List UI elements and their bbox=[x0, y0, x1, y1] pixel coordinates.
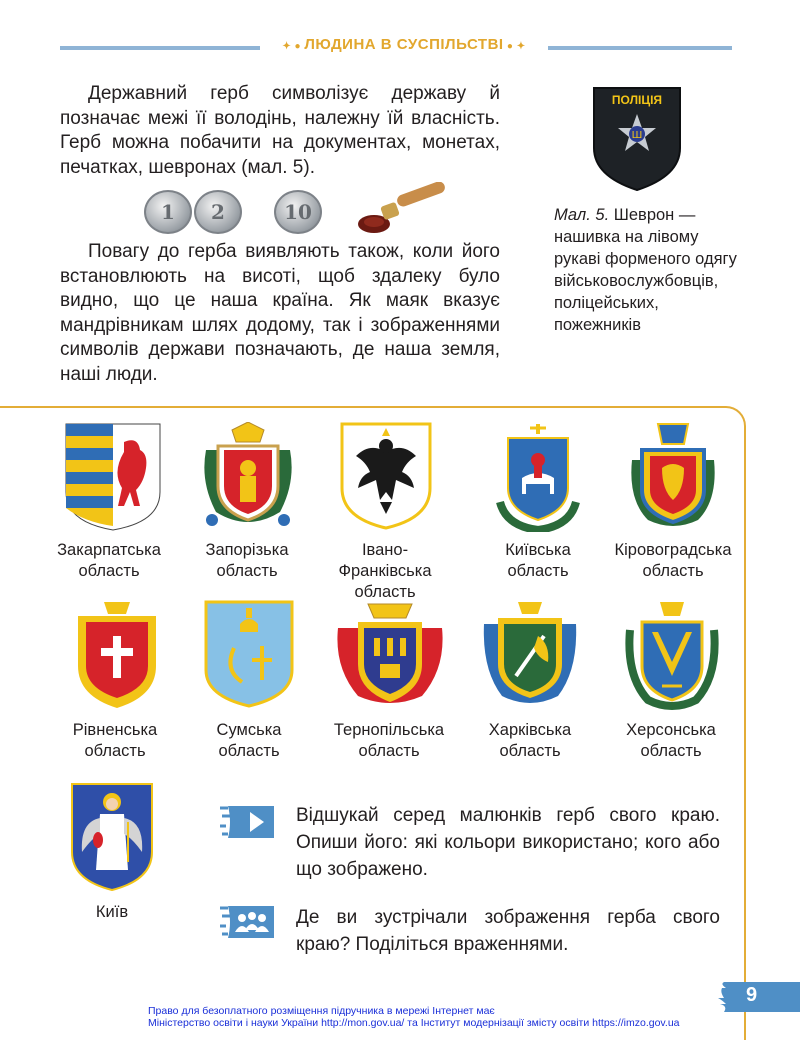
coat-of-arms-kherson bbox=[624, 600, 720, 712]
coat-of-arms-kyiv-city bbox=[70, 782, 154, 892]
region-name: Сумська область bbox=[216, 721, 282, 760]
rights-notice: Право для безоплатного розміщення підручника в мережі Інтернет має Міністерство освіти і науки України http://mon.gov.ua/ та Інститут модернізації змісту освіти https://imzo.gov.ua bbox=[148, 1005, 680, 1029]
ternopil-arms-icon bbox=[334, 598, 446, 710]
svg-text:Ш: Ш bbox=[631, 130, 643, 141]
region-name: Тернопільська область bbox=[333, 721, 445, 760]
coat-of-arms-sumy bbox=[204, 600, 294, 708]
region-name: Запорізька область bbox=[205, 541, 289, 580]
coat-of-arms-ivano-frankivsk bbox=[340, 422, 432, 530]
task-1-text: Відшукай серед малюнків герб свого краю. Опиши його: які кольори використано; кого або що зображено. bbox=[296, 805, 720, 880]
kharkiv-arms-icon bbox=[482, 600, 578, 710]
figure-caption: Мал. 5. Шеврон — нашивка на лівому рукаві форменого одягу військовослужбовців, поліцейських, пожежників bbox=[554, 206, 737, 334]
region-name: Кіровоградська область bbox=[614, 541, 732, 580]
paragraph-1: Державний герб символізує державу й позначає межі її володінь, належну їй власність. Герб можна побачити на документах, монетах, печатках, шевронах (мал. 5). bbox=[60, 83, 500, 178]
ornament-icon: ● ✦ bbox=[503, 41, 526, 52]
coat-of-arms-kyiv-oblast bbox=[496, 422, 580, 532]
region-name: Київ bbox=[95, 903, 129, 921]
region-name: Закарпатська область bbox=[57, 541, 161, 580]
page-number-badge bbox=[718, 982, 800, 1012]
header-rule-left bbox=[60, 46, 260, 50]
kyiv-city-arms-icon bbox=[70, 782, 154, 892]
coin-icon: 2 bbox=[194, 190, 242, 234]
page-number: 9 bbox=[746, 984, 758, 1006]
task-2-text: Де ви зустрічали зображення герба свого краю? Поділіться враженнями. bbox=[296, 907, 720, 955]
coat-of-arms-kirovohrad bbox=[628, 420, 718, 532]
region-name: Харківська область bbox=[488, 721, 572, 760]
group-discussion-icon bbox=[220, 904, 276, 940]
coat-of-arms-kharkiv bbox=[482, 600, 578, 710]
paragraph-2: Повагу до герба виявляють також, коли його встановлюють на висоті, щоб здалеку було видно, що це наша країна. Як маяк вказує мандрівникам шлях додому, так і зображеннями символів держави позначають, де наша земля, наші люди. bbox=[60, 241, 500, 385]
ivano-frankivsk-arms-icon bbox=[340, 422, 432, 530]
region-name: Київська область bbox=[505, 541, 571, 580]
region-name: Івано- Франківська область bbox=[338, 541, 432, 601]
wax-seal-stamp-icon bbox=[352, 182, 452, 238]
kirovohrad-arms-icon bbox=[628, 420, 718, 532]
section-title: ✦ ● ЛЮДИНА В СУСПІЛЬСТВІ ● ✦ bbox=[282, 36, 526, 53]
coat-of-arms-zakarpattia bbox=[63, 422, 163, 532]
kherson-arms-icon bbox=[624, 600, 720, 712]
zakarpattia-arms-icon bbox=[64, 422, 162, 532]
region-name: Херсонська область bbox=[626, 721, 716, 760]
kyiv-oblast-arms-icon bbox=[496, 422, 580, 532]
ornament-icon: ✦ ● bbox=[282, 41, 305, 52]
coin-icon: 1 bbox=[144, 190, 192, 234]
svg-text:ПОЛІЦІЯ: ПОЛІЦІЯ bbox=[611, 93, 663, 107]
header-rule-right bbox=[548, 46, 732, 50]
region-name: Рівненська область bbox=[72, 721, 158, 760]
zaporizhzhia-arms-icon bbox=[196, 422, 300, 534]
sumy-arms-icon bbox=[204, 600, 294, 708]
coat-of-arms-zaporizhzhia bbox=[196, 422, 300, 534]
coin-icon: 10 bbox=[274, 190, 322, 234]
coat-of-arms-ternopil bbox=[334, 598, 446, 710]
police-chevron-image bbox=[590, 84, 684, 192]
play-arrow-icon bbox=[220, 804, 276, 840]
rivne-arms-icon bbox=[74, 600, 160, 710]
coat-of-arms-rivne bbox=[74, 600, 160, 710]
